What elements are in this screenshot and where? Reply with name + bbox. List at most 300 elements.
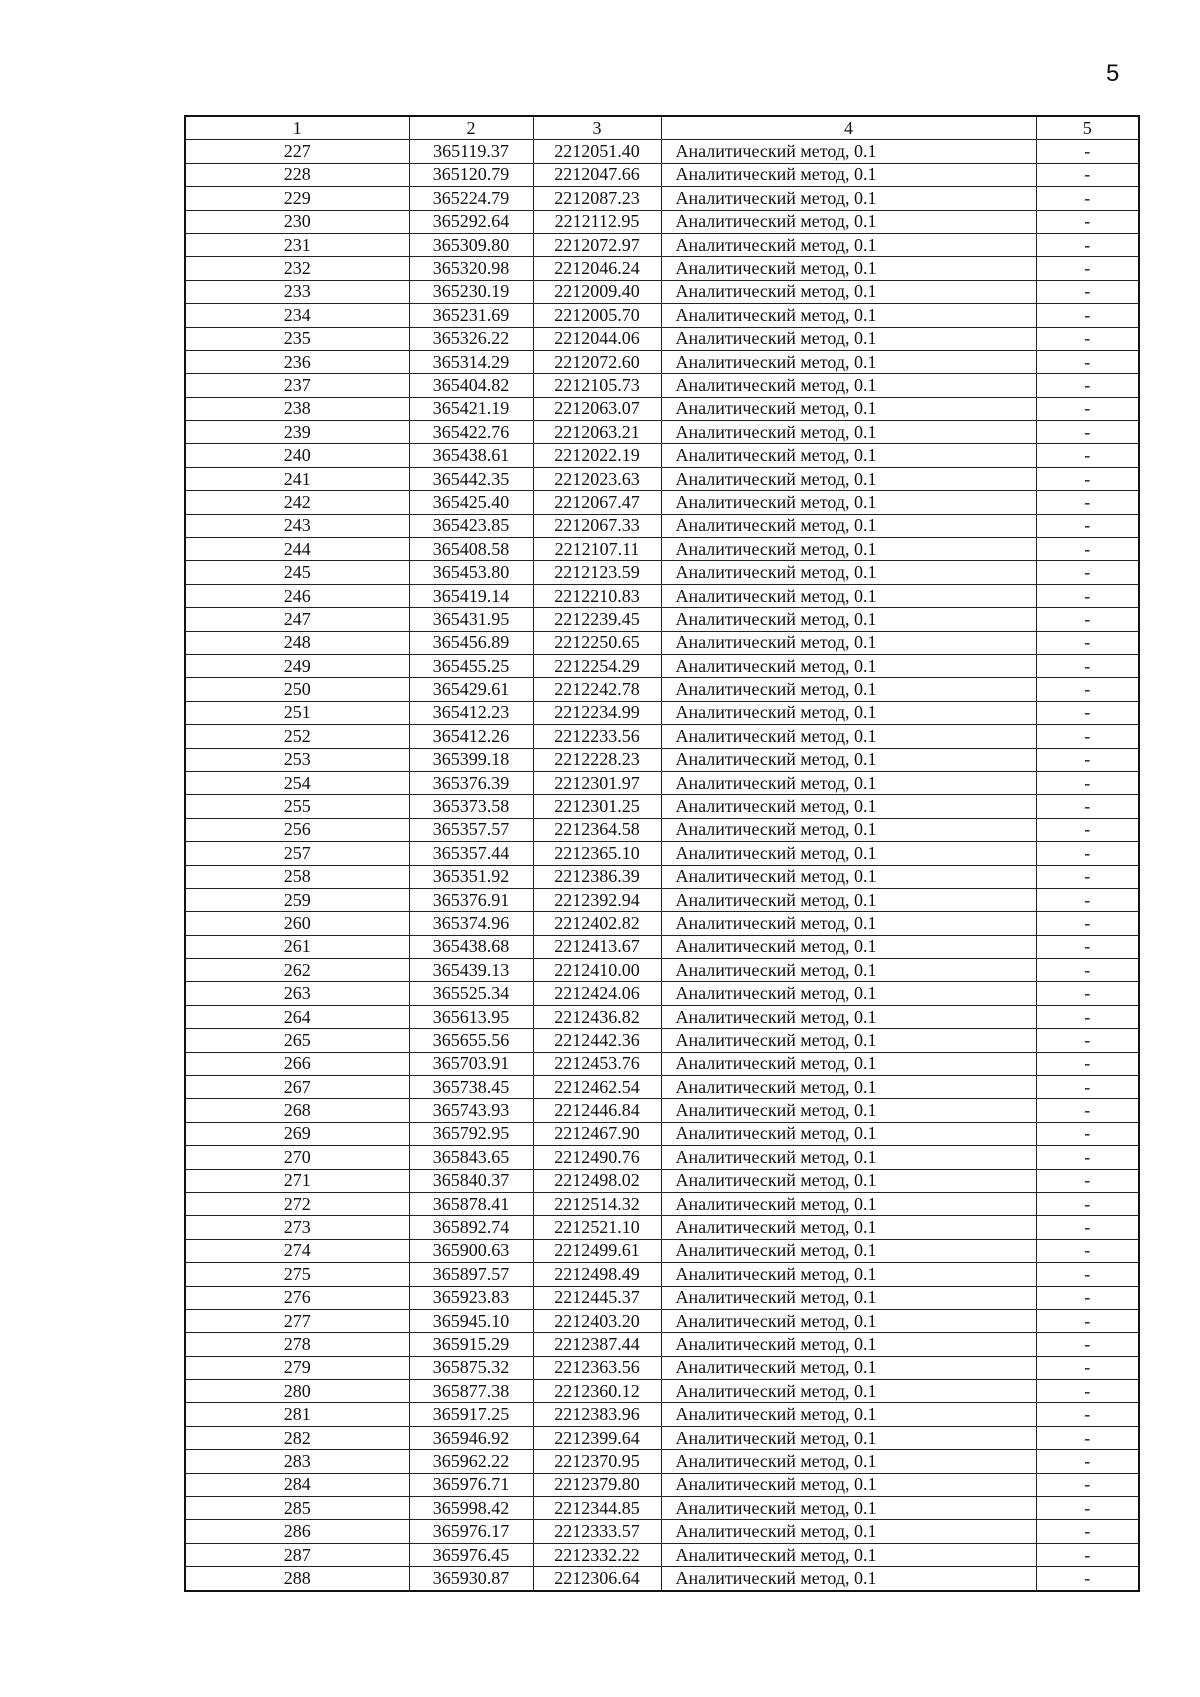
- x-coordinate-cell: 365976.71: [409, 1473, 533, 1496]
- point-number-cell: 266: [185, 1052, 409, 1075]
- x-coordinate-cell: 365613.95: [409, 1005, 533, 1028]
- x-coordinate-cell: 365438.68: [409, 935, 533, 958]
- method-cell: Аналитический метод, 0.1: [661, 444, 1036, 467]
- x-coordinate-cell: 365292.64: [409, 210, 533, 233]
- note-cell: -: [1036, 1029, 1139, 1052]
- y-coordinate-cell: 2212453.76: [533, 1052, 661, 1075]
- table-row: [185, 795, 1139, 818]
- method-cell: Аналитический метод, 0.1: [661, 888, 1036, 911]
- method-cell: Аналитический метод, 0.1: [661, 467, 1036, 490]
- y-coordinate-cell: 2212521.10: [533, 1216, 661, 1239]
- note-cell: -: [1036, 1216, 1139, 1239]
- x-coordinate-cell: 365442.35: [409, 467, 533, 490]
- table-row: [185, 561, 1139, 584]
- table-row: [185, 187, 1139, 210]
- table-row: [185, 771, 1139, 794]
- table-row: [185, 888, 1139, 911]
- method-cell: Аналитический метод, 0.1: [661, 187, 1036, 210]
- x-coordinate-cell: 365431.95: [409, 608, 533, 631]
- x-coordinate-cell: 365897.57: [409, 1263, 533, 1286]
- y-coordinate-cell: 2212046.24: [533, 257, 661, 280]
- note-cell: -: [1036, 467, 1139, 490]
- method-cell: Аналитический метод, 0.1: [661, 1122, 1036, 1145]
- point-number-cell: 278: [185, 1333, 409, 1356]
- y-coordinate-cell: 2212410.00: [533, 959, 661, 982]
- point-number-cell: 269: [185, 1122, 409, 1145]
- point-number-cell: 256: [185, 818, 409, 841]
- y-coordinate-cell: 2212250.65: [533, 631, 661, 654]
- note-cell: -: [1036, 584, 1139, 607]
- method-cell: Аналитический метод, 0.1: [661, 327, 1036, 350]
- method-cell: Аналитический метод, 0.1: [661, 935, 1036, 958]
- table-row: [185, 725, 1139, 748]
- table-row: [185, 397, 1139, 420]
- y-coordinate-cell: 2212363.56: [533, 1356, 661, 1379]
- note-cell: -: [1036, 701, 1139, 724]
- header-row: [185, 116, 1139, 140]
- method-cell: Аналитический метод, 0.1: [661, 912, 1036, 935]
- y-coordinate-cell: 2212023.63: [533, 467, 661, 490]
- note-cell: -: [1036, 1052, 1139, 1075]
- y-coordinate-cell: 2212301.25: [533, 795, 661, 818]
- table-row: [185, 1543, 1139, 1566]
- table-row: [185, 678, 1139, 701]
- note-cell: -: [1036, 1567, 1139, 1591]
- method-cell: Аналитический метод, 0.1: [661, 725, 1036, 748]
- point-number-cell: 255: [185, 795, 409, 818]
- method-cell: Аналитический метод, 0.1: [661, 1286, 1036, 1309]
- note-cell: -: [1036, 514, 1139, 537]
- y-coordinate-cell: 2212072.60: [533, 350, 661, 373]
- point-number-cell: 285: [185, 1497, 409, 1520]
- y-coordinate-cell: 2212067.33: [533, 514, 661, 537]
- note-cell: -: [1036, 748, 1139, 771]
- y-coordinate-cell: 2212413.67: [533, 935, 661, 958]
- method-cell: Аналитический метод, 0.1: [661, 865, 1036, 888]
- method-cell: Аналитический метод, 0.1: [661, 1216, 1036, 1239]
- table-row: [185, 959, 1139, 982]
- x-coordinate-cell: 365357.44: [409, 842, 533, 865]
- table-row: [185, 257, 1139, 280]
- method-cell: Аналитический метод, 0.1: [661, 678, 1036, 701]
- x-coordinate-cell: 365231.69: [409, 304, 533, 327]
- note-cell: -: [1036, 561, 1139, 584]
- y-coordinate-cell: 2212233.56: [533, 725, 661, 748]
- x-coordinate-cell: 365962.22: [409, 1450, 533, 1473]
- y-coordinate-cell: 2212234.99: [533, 701, 661, 724]
- point-number-cell: 249: [185, 654, 409, 677]
- x-coordinate-cell: 365373.58: [409, 795, 533, 818]
- x-coordinate-cell: 365892.74: [409, 1216, 533, 1239]
- y-coordinate-cell: 2212239.45: [533, 608, 661, 631]
- note-cell: -: [1036, 1146, 1139, 1169]
- method-cell: Аналитический метод, 0.1: [661, 818, 1036, 841]
- method-cell: Аналитический метод, 0.1: [661, 397, 1036, 420]
- x-coordinate-cell: 365357.57: [409, 818, 533, 841]
- point-number-cell: 263: [185, 982, 409, 1005]
- x-coordinate-cell: 365351.92: [409, 865, 533, 888]
- note-cell: -: [1036, 1543, 1139, 1566]
- method-cell: Аналитический метод, 0.1: [661, 163, 1036, 186]
- method-cell: Аналитический метод, 0.1: [661, 1380, 1036, 1403]
- x-coordinate-cell: 365412.23: [409, 701, 533, 724]
- table-row: [185, 1029, 1139, 1052]
- note-cell: -: [1036, 865, 1139, 888]
- method-cell: Аналитический метод, 0.1: [661, 1029, 1036, 1052]
- note-cell: -: [1036, 210, 1139, 233]
- note-cell: -: [1036, 1005, 1139, 1028]
- table-row: [185, 327, 1139, 350]
- x-coordinate-cell: 365792.95: [409, 1122, 533, 1145]
- point-number-cell: 257: [185, 842, 409, 865]
- note-cell: -: [1036, 1426, 1139, 1449]
- point-number-cell: 239: [185, 421, 409, 444]
- table-row: [185, 1263, 1139, 1286]
- note-cell: -: [1036, 912, 1139, 935]
- note-cell: -: [1036, 397, 1139, 420]
- y-coordinate-cell: 2212383.96: [533, 1403, 661, 1426]
- x-coordinate-cell: 365419.14: [409, 584, 533, 607]
- method-cell: Аналитический метод, 0.1: [661, 982, 1036, 1005]
- note-cell: -: [1036, 1122, 1139, 1145]
- y-coordinate-cell: 2212386.39: [533, 865, 661, 888]
- x-coordinate-cell: 365923.83: [409, 1286, 533, 1309]
- method-cell: Аналитический метод, 0.1: [661, 631, 1036, 654]
- page-number: 5: [1106, 60, 1120, 87]
- note-cell: -: [1036, 304, 1139, 327]
- method-cell: Аналитический метод, 0.1: [661, 210, 1036, 233]
- note-cell: -: [1036, 818, 1139, 841]
- table-body: [185, 140, 1139, 1591]
- x-coordinate-cell: 365455.25: [409, 654, 533, 677]
- point-number-cell: 270: [185, 1146, 409, 1169]
- method-cell: Аналитический метод, 0.1: [661, 1450, 1036, 1473]
- x-coordinate-cell: 365840.37: [409, 1169, 533, 1192]
- table-row: [185, 631, 1139, 654]
- y-coordinate-cell: 2212446.84: [533, 1099, 661, 1122]
- point-number-cell: 264: [185, 1005, 409, 1028]
- method-cell: Аналитический метод, 0.1: [661, 1403, 1036, 1426]
- method-cell: Аналитический метод, 0.1: [661, 1005, 1036, 1028]
- table-row: [185, 842, 1139, 865]
- note-cell: -: [1036, 163, 1139, 186]
- point-number-cell: 273: [185, 1216, 409, 1239]
- y-coordinate-cell: 2212005.70: [533, 304, 661, 327]
- x-coordinate-cell: 365404.82: [409, 374, 533, 397]
- method-cell: Аналитический метод, 0.1: [661, 538, 1036, 561]
- point-number-cell: 280: [185, 1380, 409, 1403]
- y-coordinate-cell: 2212365.10: [533, 842, 661, 865]
- method-cell: Аналитический метод, 0.1: [661, 748, 1036, 771]
- y-coordinate-cell: 2212379.80: [533, 1473, 661, 1496]
- method-cell: Аналитический метод, 0.1: [661, 1520, 1036, 1543]
- x-coordinate-cell: 365945.10: [409, 1309, 533, 1332]
- x-coordinate-cell: 365423.85: [409, 514, 533, 537]
- point-number-cell: 275: [185, 1263, 409, 1286]
- y-coordinate-cell: 2212022.19: [533, 444, 661, 467]
- point-number-cell: 259: [185, 888, 409, 911]
- method-cell: Аналитический метод, 0.1: [661, 233, 1036, 256]
- method-cell: Аналитический метод, 0.1: [661, 771, 1036, 794]
- point-number-cell: 254: [185, 771, 409, 794]
- point-number-cell: 268: [185, 1099, 409, 1122]
- point-number-cell: 234: [185, 304, 409, 327]
- note-cell: -: [1036, 350, 1139, 373]
- point-number-cell: 276: [185, 1286, 409, 1309]
- y-coordinate-cell: 2212392.94: [533, 888, 661, 911]
- method-cell: Аналитический метод, 0.1: [661, 1076, 1036, 1099]
- table-row: [185, 1239, 1139, 1262]
- table-row: [185, 1403, 1139, 1426]
- table-row: [185, 538, 1139, 561]
- note-cell: -: [1036, 935, 1139, 958]
- point-number-cell: 282: [185, 1426, 409, 1449]
- x-coordinate-cell: 365743.93: [409, 1099, 533, 1122]
- x-coordinate-cell: 365314.29: [409, 350, 533, 373]
- y-coordinate-cell: 2212445.37: [533, 1286, 661, 1309]
- point-number-cell: 274: [185, 1239, 409, 1262]
- method-cell: Аналитический метод, 0.1: [661, 1356, 1036, 1379]
- y-coordinate-cell: 2212399.64: [533, 1426, 661, 1449]
- point-number-cell: 248: [185, 631, 409, 654]
- note-cell: -: [1036, 1309, 1139, 1332]
- note-cell: -: [1036, 1356, 1139, 1379]
- x-coordinate-cell: 365877.38: [409, 1380, 533, 1403]
- method-cell: Аналитический метод, 0.1: [661, 491, 1036, 514]
- y-coordinate-cell: 2212210.83: [533, 584, 661, 607]
- note-cell: -: [1036, 1099, 1139, 1122]
- table-row: [185, 304, 1139, 327]
- table-row: [185, 1099, 1139, 1122]
- note-cell: -: [1036, 1239, 1139, 1262]
- y-coordinate-cell: 2212490.76: [533, 1146, 661, 1169]
- point-number-cell: 252: [185, 725, 409, 748]
- point-number-cell: 236: [185, 350, 409, 373]
- point-number-cell: 272: [185, 1192, 409, 1215]
- method-cell: Аналитический метод, 0.1: [661, 1146, 1036, 1169]
- note-cell: -: [1036, 795, 1139, 818]
- y-coordinate-cell: 2212051.40: [533, 140, 661, 163]
- method-cell: Аналитический метод, 0.1: [661, 304, 1036, 327]
- x-coordinate-cell: 365930.87: [409, 1567, 533, 1591]
- y-coordinate-cell: 2212105.73: [533, 374, 661, 397]
- y-coordinate-cell: 2212063.21: [533, 421, 661, 444]
- method-cell: Аналитический метод, 0.1: [661, 842, 1036, 865]
- x-coordinate-cell: 365976.45: [409, 1543, 533, 1566]
- table-row: [185, 1005, 1139, 1028]
- y-coordinate-cell: 2212402.82: [533, 912, 661, 935]
- note-cell: -: [1036, 1286, 1139, 1309]
- y-coordinate-cell: 2212047.66: [533, 163, 661, 186]
- note-cell: -: [1036, 888, 1139, 911]
- y-coordinate-cell: 2212333.57: [533, 1520, 661, 1543]
- note-cell: -: [1036, 233, 1139, 256]
- x-coordinate-cell: 365439.13: [409, 959, 533, 982]
- table-row: [185, 421, 1139, 444]
- point-number-cell: 244: [185, 538, 409, 561]
- method-cell: Аналитический метод, 0.1: [661, 374, 1036, 397]
- x-coordinate-cell: 365408.58: [409, 538, 533, 561]
- point-number-cell: 287: [185, 1543, 409, 1566]
- x-coordinate-cell: 365421.19: [409, 397, 533, 420]
- table-row: [185, 233, 1139, 256]
- table-row: [185, 1520, 1139, 1543]
- x-coordinate-cell: 365738.45: [409, 1076, 533, 1099]
- note-cell: -: [1036, 1169, 1139, 1192]
- method-cell: Аналитический метод, 0.1: [661, 701, 1036, 724]
- y-coordinate-cell: 2212063.07: [533, 397, 661, 420]
- note-cell: -: [1036, 1380, 1139, 1403]
- x-coordinate-cell: 365320.98: [409, 257, 533, 280]
- note-cell: -: [1036, 1403, 1139, 1426]
- method-cell: Аналитический метод, 0.1: [661, 257, 1036, 280]
- x-coordinate-cell: 365703.91: [409, 1052, 533, 1075]
- y-coordinate-cell: 2212514.32: [533, 1192, 661, 1215]
- method-cell: Аналитический метод, 0.1: [661, 1543, 1036, 1566]
- y-coordinate-cell: 2212112.95: [533, 210, 661, 233]
- method-cell: Аналитический метод, 0.1: [661, 1426, 1036, 1449]
- point-number-cell: 247: [185, 608, 409, 631]
- x-coordinate-cell: 365976.17: [409, 1520, 533, 1543]
- y-coordinate-cell: 2212442.36: [533, 1029, 661, 1052]
- point-number-cell: 238: [185, 397, 409, 420]
- note-cell: -: [1036, 1473, 1139, 1496]
- point-number-cell: 258: [185, 865, 409, 888]
- point-number-cell: 243: [185, 514, 409, 537]
- note-cell: -: [1036, 631, 1139, 654]
- table-row: [185, 608, 1139, 631]
- note-cell: -: [1036, 1520, 1139, 1543]
- point-number-cell: 277: [185, 1309, 409, 1332]
- point-number-cell: 246: [185, 584, 409, 607]
- x-coordinate-cell: 365224.79: [409, 187, 533, 210]
- note-cell: -: [1036, 654, 1139, 677]
- method-cell: Аналитический метод, 0.1: [661, 1169, 1036, 1192]
- y-coordinate-cell: 2212123.59: [533, 561, 661, 584]
- y-coordinate-cell: 2212306.64: [533, 1567, 661, 1591]
- note-cell: -: [1036, 982, 1139, 1005]
- table-row: [185, 1450, 1139, 1473]
- table-row: [185, 374, 1139, 397]
- method-cell: Аналитический метод, 0.1: [661, 280, 1036, 303]
- x-coordinate-cell: 365900.63: [409, 1239, 533, 1262]
- note-cell: -: [1036, 959, 1139, 982]
- point-number-cell: 227: [185, 140, 409, 163]
- note-cell: -: [1036, 1450, 1139, 1473]
- y-coordinate-cell: 2212499.61: [533, 1239, 661, 1262]
- method-cell: Аналитический метод, 0.1: [661, 795, 1036, 818]
- point-number-cell: 261: [185, 935, 409, 958]
- y-coordinate-cell: 2212498.02: [533, 1169, 661, 1192]
- x-coordinate-cell: 365917.25: [409, 1403, 533, 1426]
- point-number-cell: 229: [185, 187, 409, 210]
- x-coordinate-cell: 365412.26: [409, 725, 533, 748]
- x-coordinate-cell: 365438.61: [409, 444, 533, 467]
- y-coordinate-cell: 2212087.23: [533, 187, 661, 210]
- point-number-cell: 286: [185, 1520, 409, 1543]
- method-cell: Аналитический метод, 0.1: [661, 1333, 1036, 1356]
- method-cell: Аналитический метод, 0.1: [661, 608, 1036, 631]
- point-number-cell: 271: [185, 1169, 409, 1192]
- point-number-cell: 240: [185, 444, 409, 467]
- x-coordinate-cell: 365374.96: [409, 912, 533, 935]
- note-cell: -: [1036, 421, 1139, 444]
- table-row: [185, 1333, 1139, 1356]
- x-coordinate-cell: 365655.56: [409, 1029, 533, 1052]
- y-coordinate-cell: 2212387.44: [533, 1333, 661, 1356]
- y-coordinate-cell: 2212242.78: [533, 678, 661, 701]
- point-number-cell: 233: [185, 280, 409, 303]
- table-row: [185, 1380, 1139, 1403]
- note-cell: -: [1036, 187, 1139, 210]
- table-row: [185, 1473, 1139, 1496]
- y-coordinate-cell: 2212436.82: [533, 1005, 661, 1028]
- note-cell: -: [1036, 538, 1139, 561]
- column-header-4: 4: [661, 116, 1036, 140]
- method-cell: Аналитический метод, 0.1: [661, 1263, 1036, 1286]
- x-coordinate-cell: 365376.39: [409, 771, 533, 794]
- point-number-cell: 288: [185, 1567, 409, 1591]
- coordinates-table: [184, 115, 1140, 1592]
- point-number-cell: 279: [185, 1356, 409, 1379]
- table-row: [185, 1286, 1139, 1309]
- point-number-cell: 265: [185, 1029, 409, 1052]
- point-number-cell: 235: [185, 327, 409, 350]
- table-row: [185, 584, 1139, 607]
- y-coordinate-cell: 2212364.58: [533, 818, 661, 841]
- table-row: [185, 1216, 1139, 1239]
- point-number-cell: 262: [185, 959, 409, 982]
- table-row: [185, 1146, 1139, 1169]
- y-coordinate-cell: 2212067.47: [533, 491, 661, 514]
- column-header-3: 3: [533, 116, 661, 140]
- y-coordinate-cell: 2212462.54: [533, 1076, 661, 1099]
- note-cell: -: [1036, 491, 1139, 514]
- note-cell: -: [1036, 327, 1139, 350]
- table-row: [185, 1309, 1139, 1332]
- y-coordinate-cell: 2212467.90: [533, 1122, 661, 1145]
- point-number-cell: 284: [185, 1473, 409, 1496]
- table-row: [185, 1356, 1139, 1379]
- column-header-2: 2: [409, 116, 533, 140]
- note-cell: -: [1036, 280, 1139, 303]
- x-coordinate-cell: 365525.34: [409, 982, 533, 1005]
- note-cell: -: [1036, 678, 1139, 701]
- note-cell: -: [1036, 771, 1139, 794]
- method-cell: Аналитический метод, 0.1: [661, 140, 1036, 163]
- note-cell: -: [1036, 842, 1139, 865]
- note-cell: -: [1036, 140, 1139, 163]
- y-coordinate-cell: 2212228.23: [533, 748, 661, 771]
- point-number-cell: 242: [185, 491, 409, 514]
- y-coordinate-cell: 2212044.06: [533, 327, 661, 350]
- table-row: [185, 701, 1139, 724]
- point-number-cell: 232: [185, 257, 409, 280]
- table-row: [185, 140, 1139, 163]
- method-cell: Аналитический метод, 0.1: [661, 584, 1036, 607]
- x-coordinate-cell: 365230.19: [409, 280, 533, 303]
- table-row: [185, 748, 1139, 771]
- method-cell: Аналитический метод, 0.1: [661, 1239, 1036, 1262]
- x-coordinate-cell: 365422.76: [409, 421, 533, 444]
- y-coordinate-cell: 2212332.22: [533, 1543, 661, 1566]
- method-cell: Аналитический метод, 0.1: [661, 1497, 1036, 1520]
- table-row: [185, 654, 1139, 677]
- note-cell: -: [1036, 1333, 1139, 1356]
- method-cell: Аналитический метод, 0.1: [661, 1473, 1036, 1496]
- method-cell: Аналитический метод, 0.1: [661, 561, 1036, 584]
- point-number-cell: 283: [185, 1450, 409, 1473]
